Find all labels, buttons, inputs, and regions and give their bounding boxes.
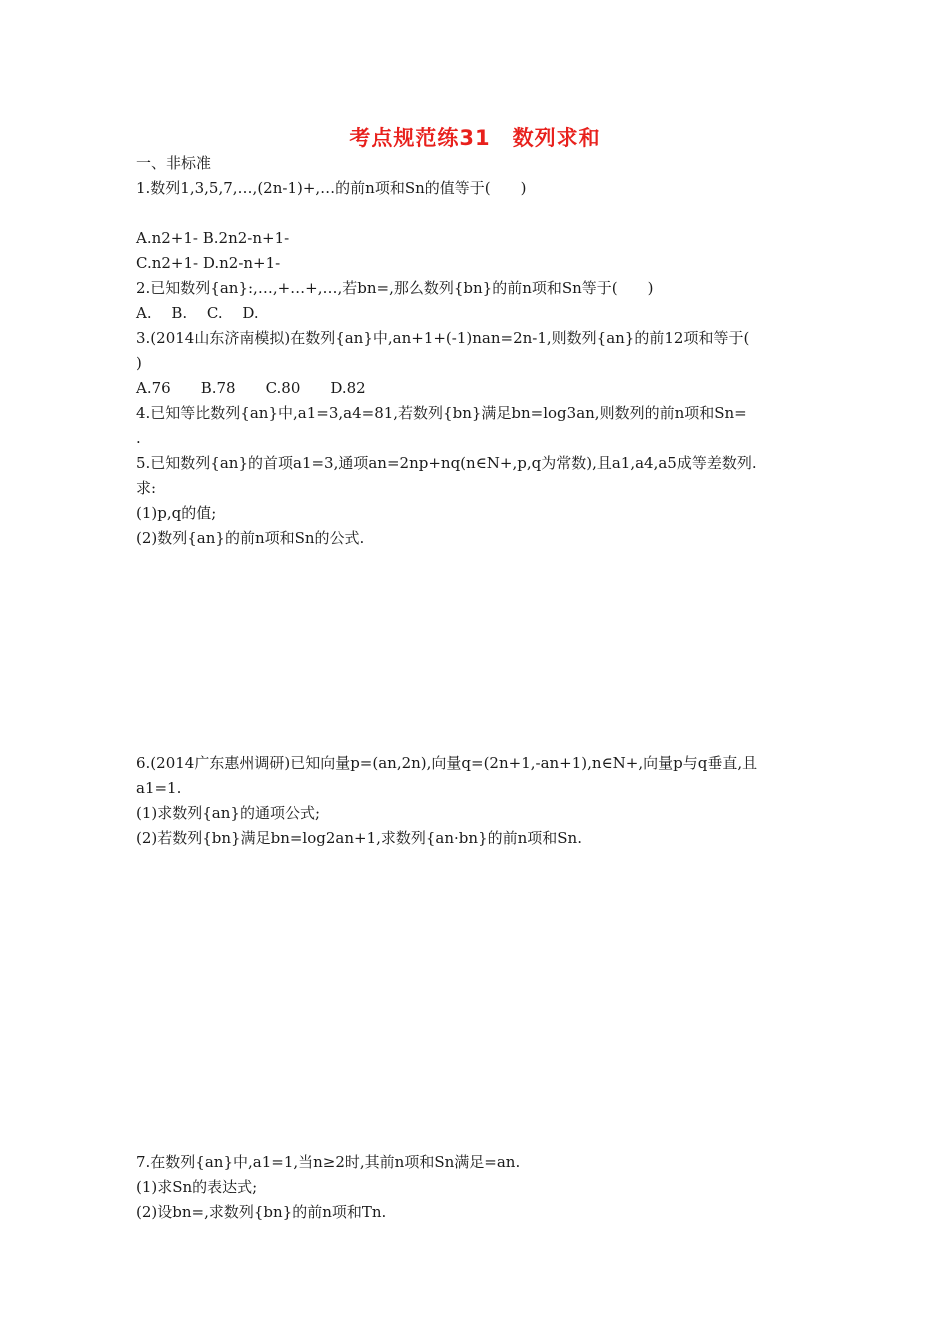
section-heading: 一、非标准 xyxy=(136,154,212,172)
question-7-part1: (1)求Sn的表达式; xyxy=(136,1178,258,1196)
question-2-stem: 2.已知数列{an}:,…,+…+,…,若bn=,那么数列{bn}的前n项和Sn等于( ) xyxy=(136,279,654,297)
question-4-stem-line1: 4.已知等比数列{an}中,a1=3,a4=81,若数列{bn}满足bn=log3an,则数列的前n项和Sn= xyxy=(136,404,747,422)
question-5-stem-line1: 5.已知数列{an}的首项a1=3,通项an=2np+nq(n∈N+,p,q为常数),且a1,a4,a5成等差数列. xyxy=(136,454,757,472)
question-1-stem: 1.数列1,3,5,7,…,(2n-1)+,…的前n项和Sn的值等于( ) xyxy=(136,179,527,197)
question-6-part1: (1)求数列{an}的通项公式; xyxy=(136,804,320,822)
question-3-stem-line1: 3.(2014山东济南模拟)在数列{an}中,an+1+(-1)nan=2n-1,则数列{an}的前12项和等于( xyxy=(136,329,750,347)
question-5-part2: (2)数列{an}的前n项和Sn的公式. xyxy=(136,529,365,547)
question-2-options: A. B. C. D. xyxy=(136,304,259,322)
question-7-part2: (2)设bn=,求数列{bn}的前n项和Tn. xyxy=(136,1203,387,1221)
question-1-options-ab: A.n2+1- B.2n2-n+1- xyxy=(136,229,290,247)
question-6-stem-line1: 6.(2014广东惠州调研)已知向量p=(an,2n),向量q=(2n+1,-an+1),n∈N+,向量p与q垂直,且 xyxy=(136,754,758,772)
question-4-stem-line2: . xyxy=(136,429,141,447)
question-7-stem: 7.在数列{an}中,a1=1,当n≥2时,其前n项和Sn满足=an. xyxy=(136,1153,521,1171)
question-6-part2: (2)若数列{bn}满足bn=log2an+1,求数列{an·bn}的前n项和Sn. xyxy=(136,829,582,847)
question-3-options: A.76 B.78 C.80 D.82 xyxy=(136,379,366,397)
page-title: 考点规范练31 数列求和 xyxy=(349,126,601,150)
question-1-options-cd: C.n2+1- D.n2-n+1- xyxy=(136,254,281,272)
question-6-stem-line2: a1=1. xyxy=(136,779,182,797)
question-3-stem-line2: ) xyxy=(136,354,142,372)
question-5-stem-line2: 求: xyxy=(136,479,157,497)
question-5-part1: (1)p,q的值; xyxy=(136,504,217,522)
